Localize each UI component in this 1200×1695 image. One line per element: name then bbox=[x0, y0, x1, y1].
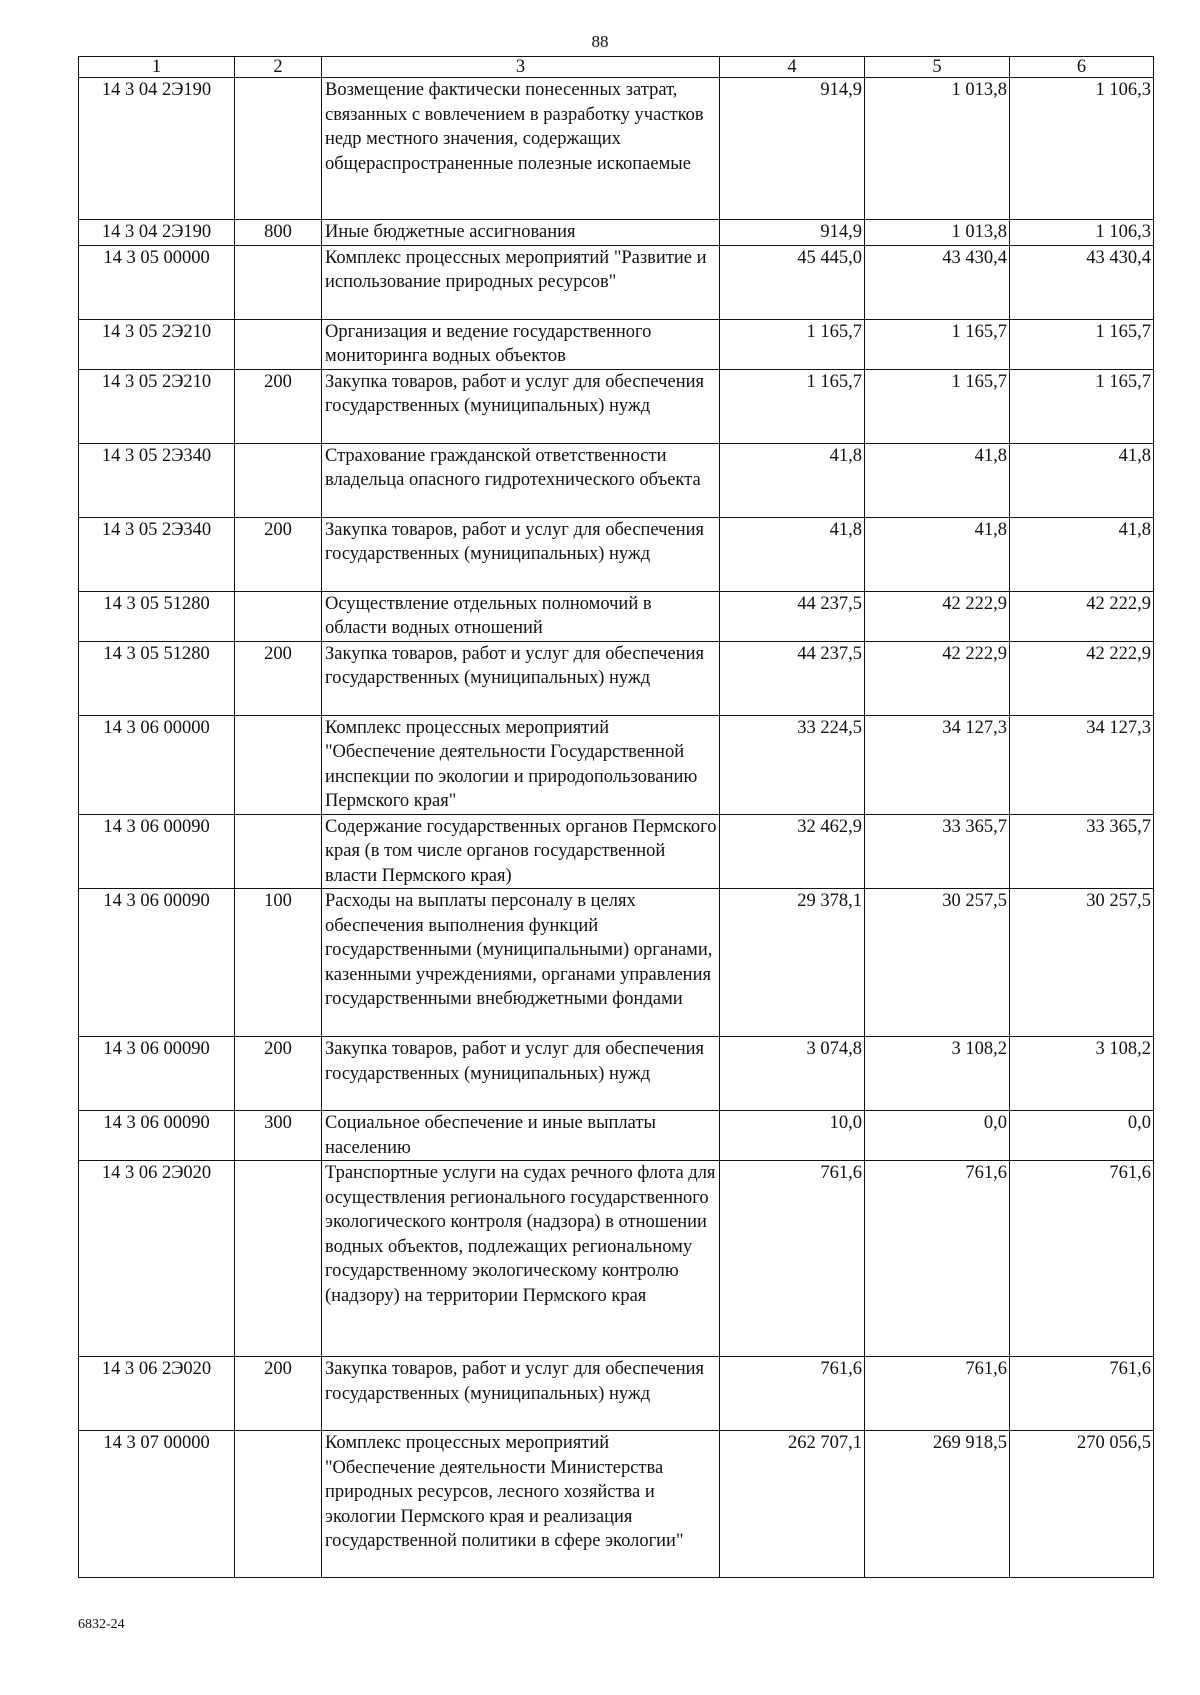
row-value-col6: 30 257,5 bbox=[1010, 889, 1154, 1037]
row-value-col4: 1 165,7 bbox=[720, 369, 865, 443]
row-value-col4: 262 707,1 bbox=[720, 1431, 865, 1578]
row-name: Закупка товаров, работ и услуг для обеспечения государственных (муниципальных) нужд bbox=[322, 641, 720, 715]
row-name: Расходы на выплаты персоналу в целях обеспечения выполнения функций государственными (муниципальными) органами, казенными учреждениями, органами управления государственными внебюджетными фондами bbox=[322, 889, 720, 1037]
row-code: 14 3 05 51280 bbox=[79, 591, 235, 641]
row-value-col5: 42 222,9 bbox=[865, 591, 1010, 641]
row-name: Комплекс процессных мероприятий "Обеспечение деятельности Государственной инспекции по экологии и природопользованию Пермского края" bbox=[322, 715, 720, 814]
row-expense-type bbox=[235, 245, 322, 319]
column-header: 4 bbox=[720, 57, 865, 78]
column-header: 5 bbox=[865, 57, 1010, 78]
row-value-col5: 3 108,2 bbox=[865, 1037, 1010, 1111]
row-name: Страхование гражданской ответственности владельца опасного гидротехнического объекта bbox=[322, 443, 720, 517]
row-name: Закупка товаров, работ и услуг для обеспечения государственных (муниципальных) нужд bbox=[322, 369, 720, 443]
row-code: 14 3 05 2Э340 bbox=[79, 443, 235, 517]
row-name: Иные бюджетные ассигнования bbox=[322, 220, 720, 246]
row-code: 14 3 06 2Э020 bbox=[79, 1161, 235, 1357]
row-value-col6: 3 108,2 bbox=[1010, 1037, 1154, 1111]
row-value-col6: 0,0 bbox=[1010, 1111, 1154, 1161]
row-value-col4: 41,8 bbox=[720, 517, 865, 591]
row-value-col4: 44 237,5 bbox=[720, 641, 865, 715]
row-value-col5: 33 365,7 bbox=[865, 814, 1010, 889]
row-value-col5: 34 127,3 bbox=[865, 715, 1010, 814]
row-code: 14 3 05 2Э210 bbox=[79, 369, 235, 443]
row-value-col4: 45 445,0 bbox=[720, 245, 865, 319]
document-code: 6832-24 bbox=[78, 1617, 125, 1632]
row-value-col6: 41,8 bbox=[1010, 517, 1154, 591]
table-row bbox=[79, 715, 1154, 814]
table-row bbox=[79, 78, 1154, 220]
row-expense-type: 800 bbox=[235, 220, 322, 246]
table-row bbox=[79, 369, 1154, 443]
row-value-col5: 0,0 bbox=[865, 1111, 1010, 1161]
row-value-col4: 33 224,5 bbox=[720, 715, 865, 814]
row-expense-type bbox=[235, 1161, 322, 1357]
row-value-col5: 761,6 bbox=[865, 1357, 1010, 1431]
row-code: 14 3 06 00090 bbox=[79, 1111, 235, 1161]
row-value-col5: 761,6 bbox=[865, 1161, 1010, 1357]
row-value-col6: 1 106,3 bbox=[1010, 220, 1154, 246]
row-code: 14 3 04 2Э190 bbox=[79, 220, 235, 246]
row-value-col5: 30 257,5 bbox=[865, 889, 1010, 1037]
table-row bbox=[79, 517, 1154, 591]
row-expense-type: 200 bbox=[235, 1037, 322, 1111]
row-name: Комплекс процессных мероприятий "Обеспечение деятельности Министерства природных ресурсов, лесного хозяйства и экологии Пермского края и реализация государственной политики в сфере экологии" bbox=[322, 1431, 720, 1578]
row-name: Осуществление отдельных полномочий в области водных отношений bbox=[322, 591, 720, 641]
row-value-col6: 33 365,7 bbox=[1010, 814, 1154, 889]
row-value-col4: 914,9 bbox=[720, 78, 865, 220]
column-header: 1 bbox=[79, 57, 235, 78]
row-name: Закупка товаров, работ и услуг для обеспечения государственных (муниципальных) нужд bbox=[322, 1357, 720, 1431]
table-row bbox=[79, 220, 1154, 246]
row-value-col5: 1 165,7 bbox=[865, 319, 1010, 369]
column-header: 2 bbox=[235, 57, 322, 78]
row-expense-type: 200 bbox=[235, 641, 322, 715]
row-name: Транспортные услуги на судах речного флота для осуществления регионального государственного экологического контроля (надзора) в отношении водных объектов, подлежащих региональному государственному экологическому контролю (надзору) на территории Пермского края bbox=[322, 1161, 720, 1357]
table-row bbox=[79, 245, 1154, 319]
row-code: 14 3 06 00000 bbox=[79, 715, 235, 814]
row-value-col4: 761,6 bbox=[720, 1357, 865, 1431]
column-number-header-row bbox=[79, 57, 1154, 78]
row-name: Возмещение фактически понесенных затрат, связанных с вовлечением в разработку участков недр местного значения, содержащих общераспространенные полезные ископаемые bbox=[322, 78, 720, 220]
row-value-col6: 1 165,7 bbox=[1010, 319, 1154, 369]
row-value-col6: 270 056,5 bbox=[1010, 1431, 1154, 1578]
row-name: Содержание государственных органов Пермского края (в том числе органов государственной власти Пермского края) bbox=[322, 814, 720, 889]
row-expense-type bbox=[235, 319, 322, 369]
row-value-col5: 269 918,5 bbox=[865, 1431, 1010, 1578]
row-value-col5: 41,8 bbox=[865, 443, 1010, 517]
row-name: Организация и ведение государственного мониторинга водных объектов bbox=[322, 319, 720, 369]
page-number: 88 bbox=[591, 32, 609, 51]
table-row bbox=[79, 1357, 1154, 1431]
row-code: 14 3 05 00000 bbox=[79, 245, 235, 319]
budget-table bbox=[78, 56, 1154, 1578]
row-value-col4: 29 378,1 bbox=[720, 889, 865, 1037]
row-value-col6: 41,8 bbox=[1010, 443, 1154, 517]
row-expense-type bbox=[235, 1431, 322, 1578]
row-code: 14 3 06 00090 bbox=[79, 1037, 235, 1111]
row-value-col4: 32 462,9 bbox=[720, 814, 865, 889]
row-value-col6: 43 430,4 bbox=[1010, 245, 1154, 319]
row-code: 14 3 05 51280 bbox=[79, 641, 235, 715]
row-expense-type bbox=[235, 78, 322, 220]
row-expense-type bbox=[235, 715, 322, 814]
row-value-col4: 44 237,5 bbox=[720, 591, 865, 641]
row-name: Закупка товаров, работ и услуг для обеспечения государственных (муниципальных) нужд bbox=[322, 517, 720, 591]
row-value-col5: 42 222,9 bbox=[865, 641, 1010, 715]
table-row bbox=[79, 1111, 1154, 1161]
table-row bbox=[79, 1037, 1154, 1111]
row-name: Социальное обеспечение и иные выплаты населению bbox=[322, 1111, 720, 1161]
column-header: 6 bbox=[1010, 57, 1154, 78]
row-name: Закупка товаров, работ и услуг для обеспечения государственных (муниципальных) нужд bbox=[322, 1037, 720, 1111]
row-expense-type: 200 bbox=[235, 517, 322, 591]
row-code: 14 3 04 2Э190 bbox=[79, 78, 235, 220]
row-expense-type bbox=[235, 814, 322, 889]
row-code: 14 3 05 2Э210 bbox=[79, 319, 235, 369]
row-value-col6: 1 165,7 bbox=[1010, 369, 1154, 443]
row-expense-type: 200 bbox=[235, 1357, 322, 1431]
row-value-col6: 42 222,9 bbox=[1010, 591, 1154, 641]
table-row bbox=[79, 591, 1154, 641]
row-code: 14 3 07 00000 bbox=[79, 1431, 235, 1578]
row-value-col6: 761,6 bbox=[1010, 1357, 1154, 1431]
row-value-col4: 1 165,7 bbox=[720, 319, 865, 369]
row-value-col6: 34 127,3 bbox=[1010, 715, 1154, 814]
row-expense-type bbox=[235, 443, 322, 517]
row-value-col6: 761,6 bbox=[1010, 1161, 1154, 1357]
row-expense-type: 300 bbox=[235, 1111, 322, 1161]
row-value-col4: 41,8 bbox=[720, 443, 865, 517]
table-row bbox=[79, 641, 1154, 715]
row-expense-type: 100 bbox=[235, 889, 322, 1037]
row-name: Комплекс процессных мероприятий "Развитие и использование природных ресурсов" bbox=[322, 245, 720, 319]
row-value-col5: 1 013,8 bbox=[865, 78, 1010, 220]
row-code: 14 3 06 2Э020 bbox=[79, 1357, 235, 1431]
row-value-col5: 43 430,4 bbox=[865, 245, 1010, 319]
row-value-col4: 914,9 bbox=[720, 220, 865, 246]
table-row bbox=[79, 889, 1154, 1037]
row-code: 14 3 05 2Э340 bbox=[79, 517, 235, 591]
column-header: 3 bbox=[322, 57, 720, 78]
row-value-col4: 761,6 bbox=[720, 1161, 865, 1357]
table-row bbox=[79, 1431, 1154, 1578]
row-value-col5: 41,8 bbox=[865, 517, 1010, 591]
row-expense-type bbox=[235, 591, 322, 641]
row-value-col4: 3 074,8 bbox=[720, 1037, 865, 1111]
row-value-col6: 1 106,3 bbox=[1010, 78, 1154, 220]
table-row bbox=[79, 443, 1154, 517]
row-value-col6: 42 222,9 bbox=[1010, 641, 1154, 715]
row-code: 14 3 06 00090 bbox=[79, 889, 235, 1037]
table-row bbox=[79, 1161, 1154, 1357]
row-expense-type: 200 bbox=[235, 369, 322, 443]
table-row bbox=[79, 319, 1154, 369]
row-value-col5: 1 013,8 bbox=[865, 220, 1010, 246]
row-code: 14 3 06 00090 bbox=[79, 814, 235, 889]
table-row bbox=[79, 814, 1154, 889]
row-value-col5: 1 165,7 bbox=[865, 369, 1010, 443]
row-value-col4: 10,0 bbox=[720, 1111, 865, 1161]
